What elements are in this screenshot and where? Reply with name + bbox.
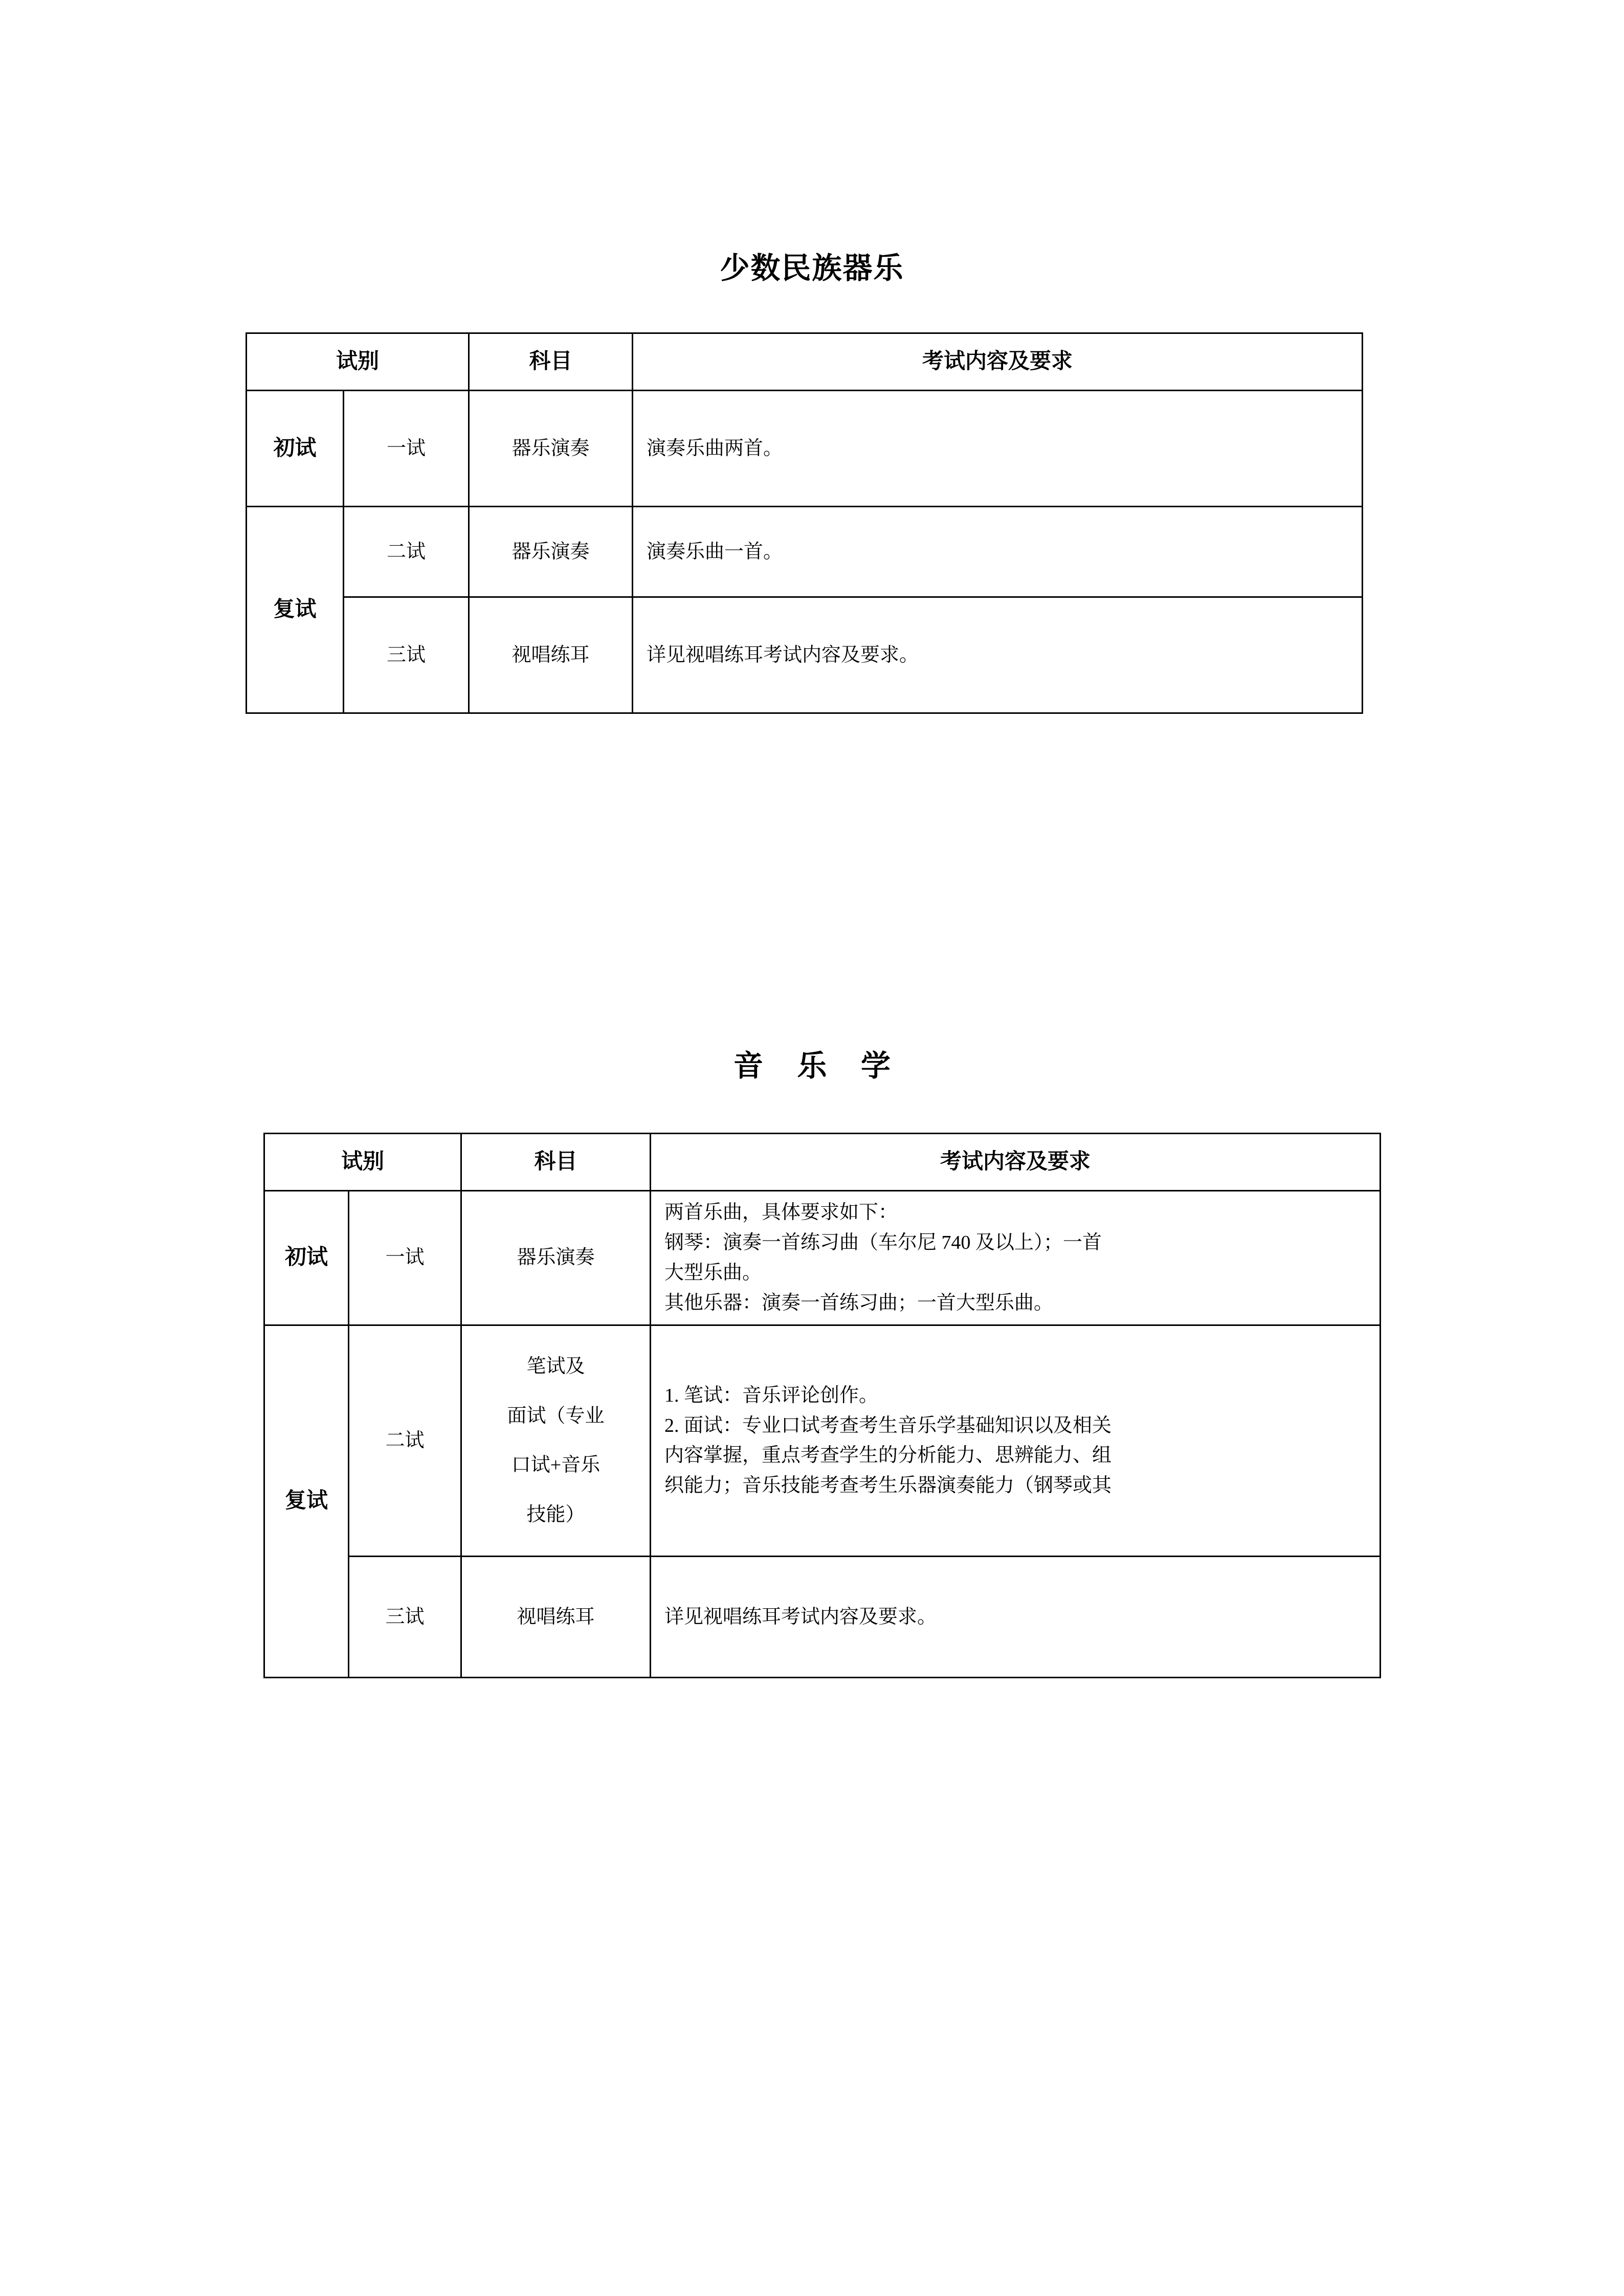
cell-stage-first: 初试 bbox=[247, 391, 344, 507]
cell-round: 二试 bbox=[344, 507, 469, 597]
table-row bbox=[264, 1557, 1381, 1678]
cell-subject: 视唱练耳 bbox=[461, 1557, 651, 1678]
content-line: 钢琴：演奏一首练习曲（车尔尼 740 及以上）；一首 bbox=[664, 1231, 1102, 1253]
cell-content bbox=[651, 1191, 1381, 1325]
content-line: 其他乐器：演奏一首练习曲；一首大型乐曲。 bbox=[664, 1292, 1054, 1314]
table-row bbox=[247, 391, 1363, 507]
table-row bbox=[264, 1325, 1381, 1557]
cell-round: 二试 bbox=[349, 1325, 461, 1557]
table-header-row bbox=[247, 333, 1363, 391]
cell-round: 三试 bbox=[344, 597, 469, 713]
header-cell-stage: 试别 bbox=[264, 1134, 461, 1191]
cell-subject: 器乐演奏 bbox=[469, 391, 633, 507]
header-cell-subject: 科目 bbox=[461, 1134, 651, 1191]
subject-line: 技能） bbox=[526, 1504, 585, 1526]
section-minority-instrumental bbox=[0, 251, 1624, 666]
cell-stage-second: 复试 bbox=[247, 507, 344, 713]
cell-subject: 器乐演奏 bbox=[461, 1191, 651, 1325]
exam-table-2 bbox=[263, 1133, 1381, 1678]
content-line: 织能力；音乐技能考查考生乐器演奏能力（钢琴或其 bbox=[664, 1475, 1112, 1497]
cell-stage-second: 复试 bbox=[264, 1325, 349, 1678]
cell-subject: 器乐演奏 bbox=[469, 507, 633, 597]
cell-content: 详见视唱练耳考试内容及要求。 bbox=[633, 597, 1363, 713]
cell-content: 详见视唱练耳考试内容及要求。 bbox=[651, 1557, 1381, 1678]
cell-round: 三试 bbox=[349, 1557, 461, 1678]
cell-subject bbox=[461, 1325, 651, 1557]
section-musicology bbox=[0, 1048, 1624, 1628]
subject-line: 笔试及 bbox=[526, 1355, 585, 1377]
exam-table-1 bbox=[246, 332, 1363, 714]
table-row bbox=[264, 1191, 1381, 1325]
header-cell-content: 考试内容及要求 bbox=[651, 1134, 1381, 1191]
cell-round: 一试 bbox=[349, 1191, 461, 1325]
cell-stage-first: 初试 bbox=[264, 1191, 349, 1325]
header-cell-content: 考试内容及要求 bbox=[633, 333, 1363, 391]
content-line: 1. 笔试：音乐评论创作。 bbox=[664, 1384, 879, 1406]
content-line: 大型乐曲。 bbox=[664, 1262, 762, 1284]
subject-line: 面试（专业 bbox=[507, 1405, 605, 1427]
section-title-2: 音 乐 学 bbox=[733, 1049, 904, 1083]
cell-content bbox=[651, 1325, 1381, 1557]
subject-line: 口试+音乐 bbox=[511, 1454, 600, 1476]
header-cell-stage: 试别 bbox=[247, 333, 469, 391]
section-title-1: 少数民族器乐 bbox=[720, 252, 904, 285]
table-header-row bbox=[264, 1134, 1381, 1191]
content-line: 内容掌握，重点考查学生的分析能力、思辨能力、组 bbox=[664, 1445, 1112, 1467]
table-row bbox=[247, 597, 1363, 713]
content-line: 两首乐曲，具体要求如下： bbox=[664, 1202, 898, 1224]
content-line: 2. 面试：专业口试考查考生音乐学基础知识以及相关 bbox=[664, 1414, 1112, 1436]
table-row bbox=[247, 507, 1363, 597]
cell-content: 演奏乐曲两首。 bbox=[633, 391, 1363, 507]
cell-subject: 视唱练耳 bbox=[469, 597, 633, 713]
cell-round: 一试 bbox=[344, 391, 469, 507]
header-cell-subject: 科目 bbox=[469, 333, 633, 391]
cell-content: 演奏乐曲一首。 bbox=[633, 507, 1363, 597]
